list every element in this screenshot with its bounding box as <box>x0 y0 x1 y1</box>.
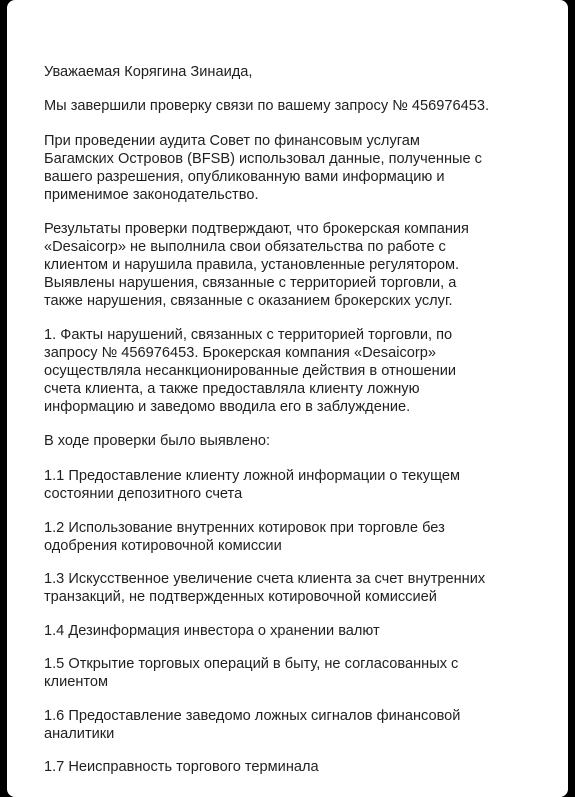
letter-intro: Мы завершили проверку связи по вашему запросу № 456976453. <box>44 98 490 114</box>
letter-audit-paragraph: При проведении аудита Совет по финансовым услугам Багамских Островов (BFSB) использовал данные, полученные с вашего разрешения, опубликованную вами информацию и применимое законодательство. <box>44 133 482 203</box>
finding-item-1-2: 1.2 Использование внутренних котировок при торговле без одобрения котировочной комиссии <box>44 519 445 554</box>
finding-item-1-1: 1.1 Предоставление клиенту ложной информации о текущем состоянии депозитного счета <box>44 468 461 502</box>
letter-greeting: Уважаемая Корягина Зинаида, <box>44 64 253 80</box>
letter-results-paragraph: Результаты проверки подтверждают, что брокерская компания «Desaicorp» не выполнила свои обязательства по работе с клиентом и нарушила правила, установленные регулятором. Выявлены нарушения, связанные с территорией торговли, а также нарушения, связанные с оказанием брокерских услуг. <box>44 221 469 309</box>
finding-item-1-5: 1.5 Открытие торговых операций в быту, не согласованных с клиентом <box>44 656 459 690</box>
letter-page <box>7 0 568 797</box>
finding-item-1-6: 1.6 Предоставление заведомо ложных сигналов финансовой аналитики <box>44 707 461 742</box>
finding-item-1-4: 1.4 Дезинформация инвестора о хранении валют <box>44 622 380 639</box>
letter-facts-paragraph: 1. Факты нарушений, связанных с территорией торговли, по запросу № 456976453. Брокерская компания «Desaicorp» осуществляла несанкционированные действия в отношении счета клиента, а также предоставляла клиенту ложную информацию и заведомо вводила его в заблуждение. <box>44 327 457 415</box>
finding-item-1-7: 1.7 Неисправность торгового терминала <box>44 759 319 775</box>
finding-item-1-3: 1.3 Искусственное увеличение счета клиента за счет внутренних транзакций, не подтвержденных котировочной комиссией <box>44 571 486 605</box>
letter-findings-intro: В ходе проверки было выявлено: <box>44 433 271 449</box>
